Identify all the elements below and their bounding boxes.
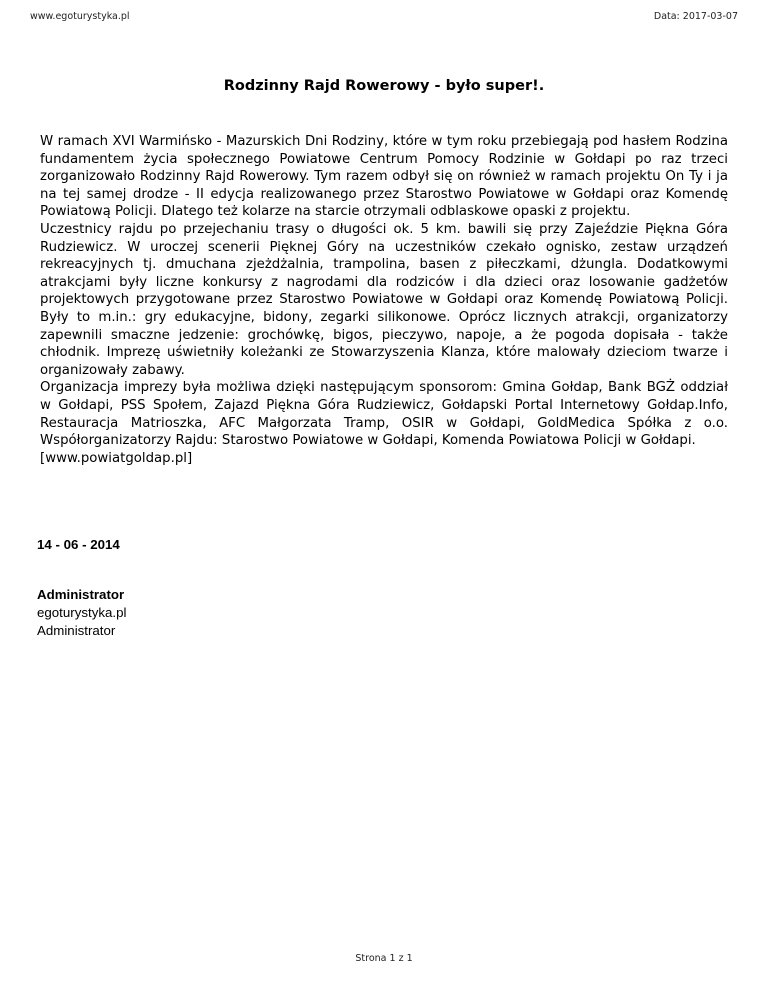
page-number: Strona 1 z 1 <box>355 953 413 964</box>
article-title: Rodzinny Rajd Rowerowy - było super!. <box>223 78 545 94</box>
print-date: Data: 2017-03-07 <box>653 11 738 22</box>
paragraph-activities: Uczestnicy rajdu po przejechaniu trasy o długości ok. 5 km. bawili się przy Zajeździe Piękna Góra Rudziewicz. W uroczej scenerii Pięknej Góry na uczestników czekało ognisko, zestaw urządzeń rekreacyjnych tj. dmuchana zjeżdżalnia, trampolina, basen z piłeczkami, dżungla. Dodatkowymi atrakcjami były liczne konkursy z nagrodami dla rodziców i dla dzieci oraz losowanie gadżetów projektowych przygotowane przez Starostwo Powiatowe w Gołdapi oraz Komendę Powiatową Policji. Były to m.in.: gry edukacyjne, bidony, zegarki silikonowe. Oprócz licznych atrakcji, organizatorzy zapewnili smaczne jedzenie: grochówkę, bigos, pieczywo, napoje, a że pogoda dopisała - także chłodnik. Imprezę uświetniły koleżanki ze Stowarzyszenia Klanza, które malowały dzieciom twarze i organizowały zabawy. <box>40 221 728 378</box>
article-body <box>40 133 728 467</box>
paragraph-sponsors: Organizacja imprezy była możliwa dzięki następującym sponsorom: Gmina Gołdap, Bank BGŻ oddział w Gołdapi, PSS Społem, Zajazd Piękna Góra Rudziewicz, Gołdapski Portal Internetowy Gołdap.Info, Restauracja Matrioszka, AFC Małgorzata Tramp, OSIR w Gołdapi, GoldMedica Spółka z o.o. Współorganizatorzy Rajdu: Starostwo Powiatowe w Gołdapi, Komenda Powiatowa Policji w Gołdapi. <box>40 380 728 449</box>
article-date: 14 - 06 - 2014 <box>37 537 120 552</box>
site-url: www.egoturystyka.pl <box>30 11 130 22</box>
author-site: egoturystyka.pl <box>37 605 127 620</box>
author-block <box>37 586 126 640</box>
source-link: [www.powiatgoldap.pl] <box>40 450 193 466</box>
author-name: Administrator <box>37 587 125 602</box>
author-role: Administrator <box>37 623 116 638</box>
paragraph-intro: W ramach XVI Warmińsko - Mazurskich Dni Rodziny, które w tym roku przebiegają pod hasłem Rodzina fundamentem życia społecznego Powiatowe Centrum Pomocy Rodzinie w Gołdapi po raz trzeci zorganizowało Rodzinny Rajd Rowerowy. Tym razem odbył się on również w ramach projektu On Ty i ja na tej samej drodze - II edycja realizowanego przez Starostwo Powiatowe w Gołdapi oraz Komendę Powiatową Policji. Dlatego też kolarze na starcie otrzymali odblaskowe opaski z projektu. <box>40 134 728 220</box>
